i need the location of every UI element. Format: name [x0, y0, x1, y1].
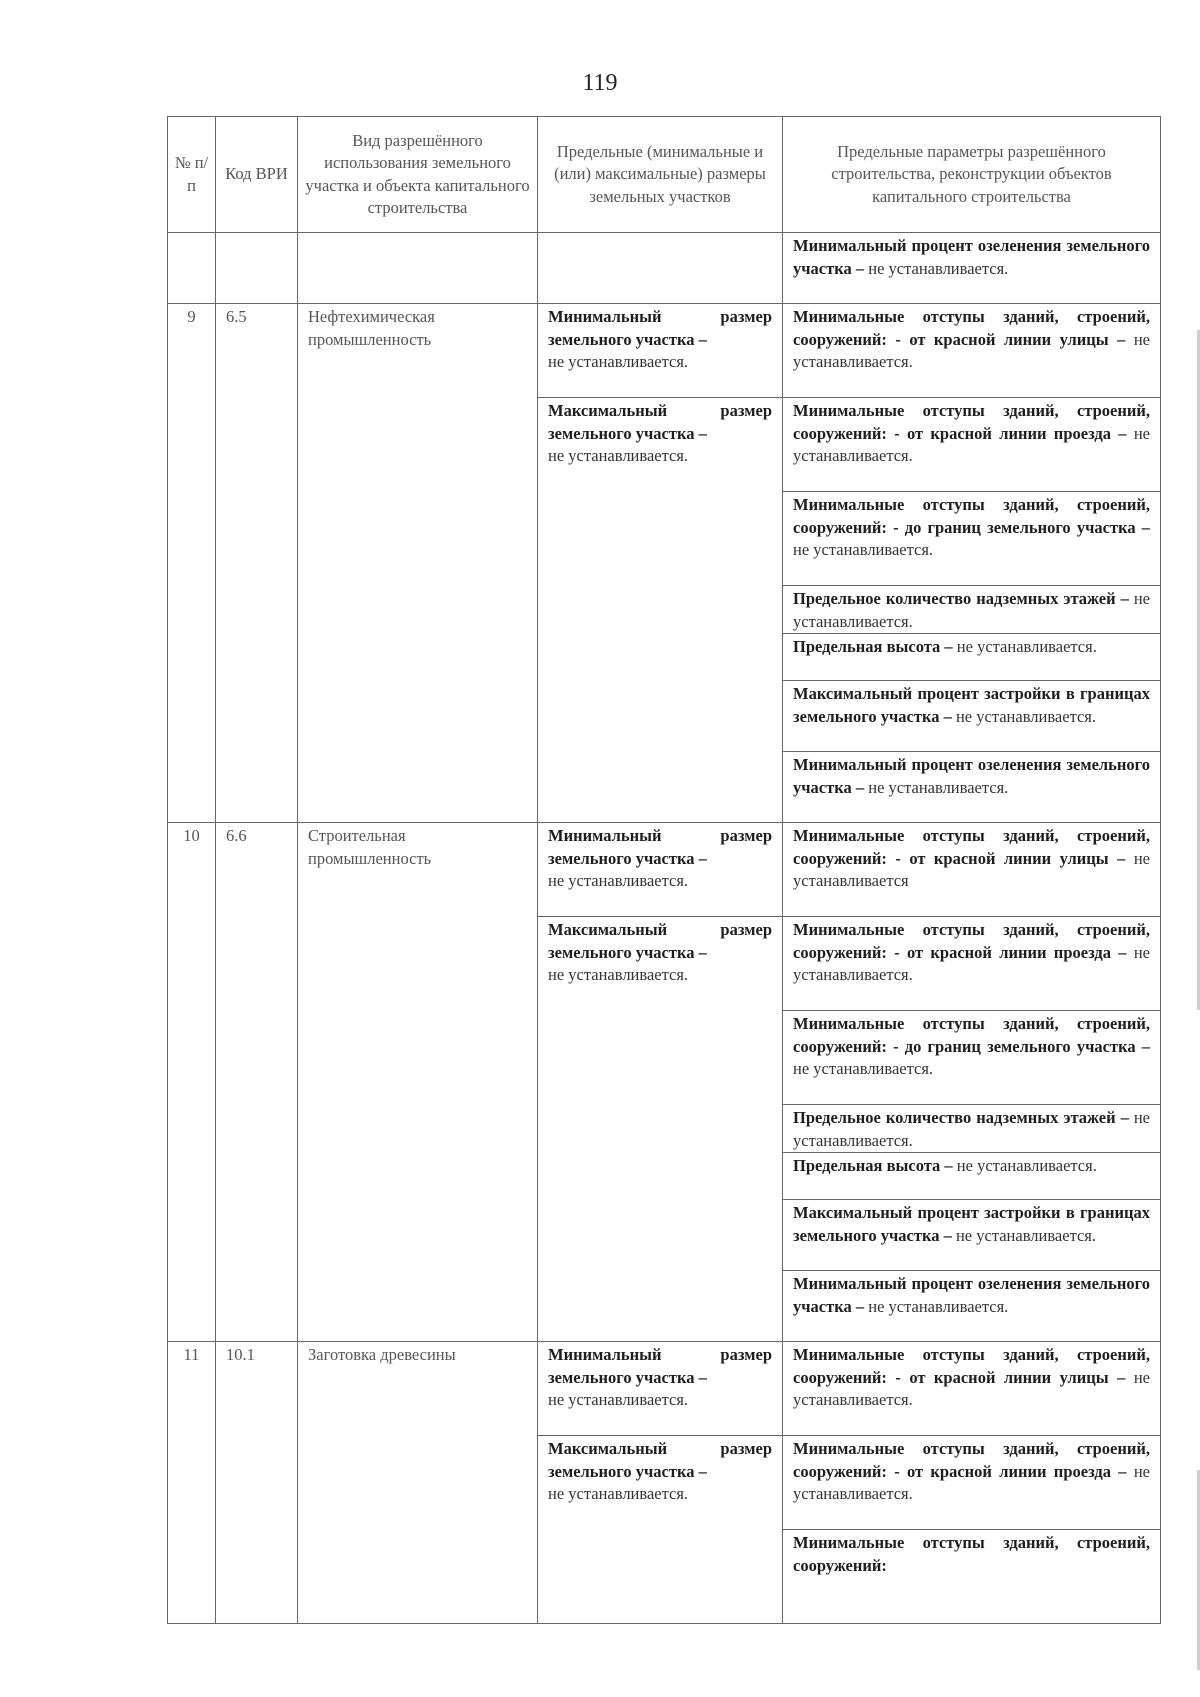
param-normal: не устанавливается.	[868, 1296, 1009, 1316]
min-size-bold: Минимальный размер земельного участка –	[548, 826, 772, 868]
table-row	[168, 1342, 1161, 1436]
max-size-normal: не устанавливается.	[548, 965, 689, 984]
param-cell	[783, 304, 1161, 398]
param-normal: не устанавливается.	[955, 706, 1097, 726]
zoning-parameters-table	[167, 116, 1161, 1624]
min-size-normal: не устанавливается.	[548, 871, 689, 890]
use-type: Строительная промышленность	[298, 823, 538, 1342]
param-cell	[783, 917, 1161, 1011]
page-number: 119	[582, 70, 618, 96]
param-cell	[783, 1105, 1161, 1153]
param-cell	[783, 1200, 1161, 1271]
param-bold: Минимальные отступы зданий, строений, сооружений: - до границ земельного участка –	[793, 495, 1150, 537]
param-cell	[783, 492, 1161, 586]
param-normal: не устанавливается.	[793, 1108, 1150, 1150]
param-normal: не устанавливается.	[793, 1367, 1150, 1409]
param-normal: не устанавливается.	[956, 1156, 1097, 1175]
param-bold: Минимальные отступы зданий, строений, сооружений:	[793, 1533, 1150, 1575]
param-bold: Предельное количество надземных этажей –	[793, 1108, 1129, 1127]
param-bold: Предельная высота –	[793, 637, 953, 656]
param-cell	[783, 1436, 1161, 1530]
param-cell	[783, 634, 1161, 681]
param-bold: Минимальные отступы зданий, строений, сооружений: - от красной линии проезда –	[793, 920, 1150, 962]
param-bold: Минимальные отступы зданий, строений, сооружений: - от красной линии проезда –	[793, 401, 1150, 443]
param-normal: не устанавливается.	[793, 1461, 1150, 1503]
max-size-normal: не устанавливается.	[548, 446, 689, 465]
param-cell	[783, 1271, 1161, 1342]
param-bold: Минимальный процент озеленения земельного участка –	[793, 1274, 1150, 1316]
table-row	[168, 823, 1161, 917]
min-size-cell	[538, 304, 783, 398]
header-limits: Предельные (минимальные и (или) максимальные) размеры земельных участков	[538, 117, 783, 233]
param-bold: Минимальные отступы зданий, строений, сооружений: - от красной линии улицы –	[793, 826, 1150, 868]
param-cell	[783, 752, 1161, 823]
param-bold: Максимальный процент застройки в границах земельного участка –	[793, 684, 1150, 726]
carryover-row	[168, 233, 1161, 304]
param-bold: Минимальные отступы зданий, строений, сооружений: - от красной линии проезда –	[793, 1439, 1150, 1481]
min-size-cell	[538, 1342, 783, 1436]
param-bold: Максимальный процент застройки в границах земельного участка –	[793, 1203, 1150, 1245]
header-num: № п/п	[168, 117, 216, 233]
param-cell	[783, 823, 1161, 917]
row-number: 10	[168, 823, 216, 1342]
param-normal: не устанавливается.	[793, 329, 1150, 371]
min-size-normal: не устанавливается.	[548, 352, 689, 371]
max-size-cell	[538, 917, 783, 1342]
param-normal: не устанавливается.	[868, 777, 1009, 797]
max-size-cell	[538, 1436, 783, 1624]
param-cell	[783, 586, 1161, 634]
param-normal: не устанавливается.	[793, 540, 934, 559]
min-size-cell	[538, 823, 783, 917]
min-size-bold: Минимальный размер земельного участка –	[548, 1345, 772, 1387]
header-type: Вид разрешённого использования земельного участка и объекта капитального строительства	[298, 117, 538, 233]
param-bold: Минимальные отступы зданий, строений, сооружений: - от красной линии улицы –	[793, 307, 1150, 349]
param-normal: не устанавливается.	[793, 589, 1150, 631]
row-number: 9	[168, 304, 216, 823]
vri-code: 10.1	[216, 1342, 298, 1624]
param-cell	[783, 1153, 1161, 1200]
param-bold: Предельная высота –	[793, 1156, 953, 1175]
param-normal: не устанавливается.	[793, 942, 1150, 984]
use-type: Нефтехимическая промышленность	[298, 304, 538, 823]
param-cell	[783, 681, 1161, 752]
param-normal: не устанавливается.	[955, 1225, 1097, 1245]
param-bold: Предельное количество надземных этажей –	[793, 589, 1129, 608]
max-size-bold: Максимальный размер земельного участка –	[548, 1439, 772, 1481]
header-code: Код ВРИ	[216, 117, 298, 233]
param-bold: Минимальный процент озеленения земельного участка –	[793, 755, 1150, 797]
param-cell	[783, 1342, 1161, 1436]
carryover-param	[783, 233, 1161, 304]
max-size-cell	[538, 398, 783, 823]
param-bold: Минимальные отступы зданий, строений, сооружений: - от красной линии улицы –	[793, 1345, 1150, 1387]
param-normal: не устанавливается.	[956, 637, 1097, 656]
max-size-normal: не устанавливается.	[548, 1484, 689, 1503]
param-normal: не устанавливается.	[793, 1059, 934, 1078]
param-bold: Минимальный процент озеленения земельного участка –	[793, 236, 1150, 278]
param-cell	[783, 1011, 1161, 1105]
param-cell	[783, 1530, 1161, 1624]
param-cell	[783, 398, 1161, 492]
row-number: 11	[168, 1342, 216, 1624]
table-row	[168, 304, 1161, 398]
use-type: Заготовка древесины	[298, 1342, 538, 1624]
param-bold: Минимальные отступы зданий, строений, сооружений: - до границ земельного участка –	[793, 1014, 1150, 1056]
max-size-bold: Максимальный размер земельного участка –	[548, 920, 772, 962]
min-size-normal: не устанавливается.	[548, 1390, 689, 1409]
param-normal: не устанавливается	[793, 848, 1150, 890]
vri-code: 6.5	[216, 304, 298, 823]
vri-code: 6.6	[216, 823, 298, 1342]
param-normal: не устанавливается.	[868, 258, 1009, 278]
param-normal: не устанавливается.	[793, 423, 1150, 465]
header-params: Предельные параметры разрешённого строительства, реконструкции объектов капитального строительства	[783, 117, 1161, 233]
min-size-bold: Минимальный размер земельного участка –	[548, 307, 772, 349]
max-size-bold: Максимальный размер земельного участка –	[548, 401, 772, 443]
table-header-row	[168, 117, 1161, 233]
